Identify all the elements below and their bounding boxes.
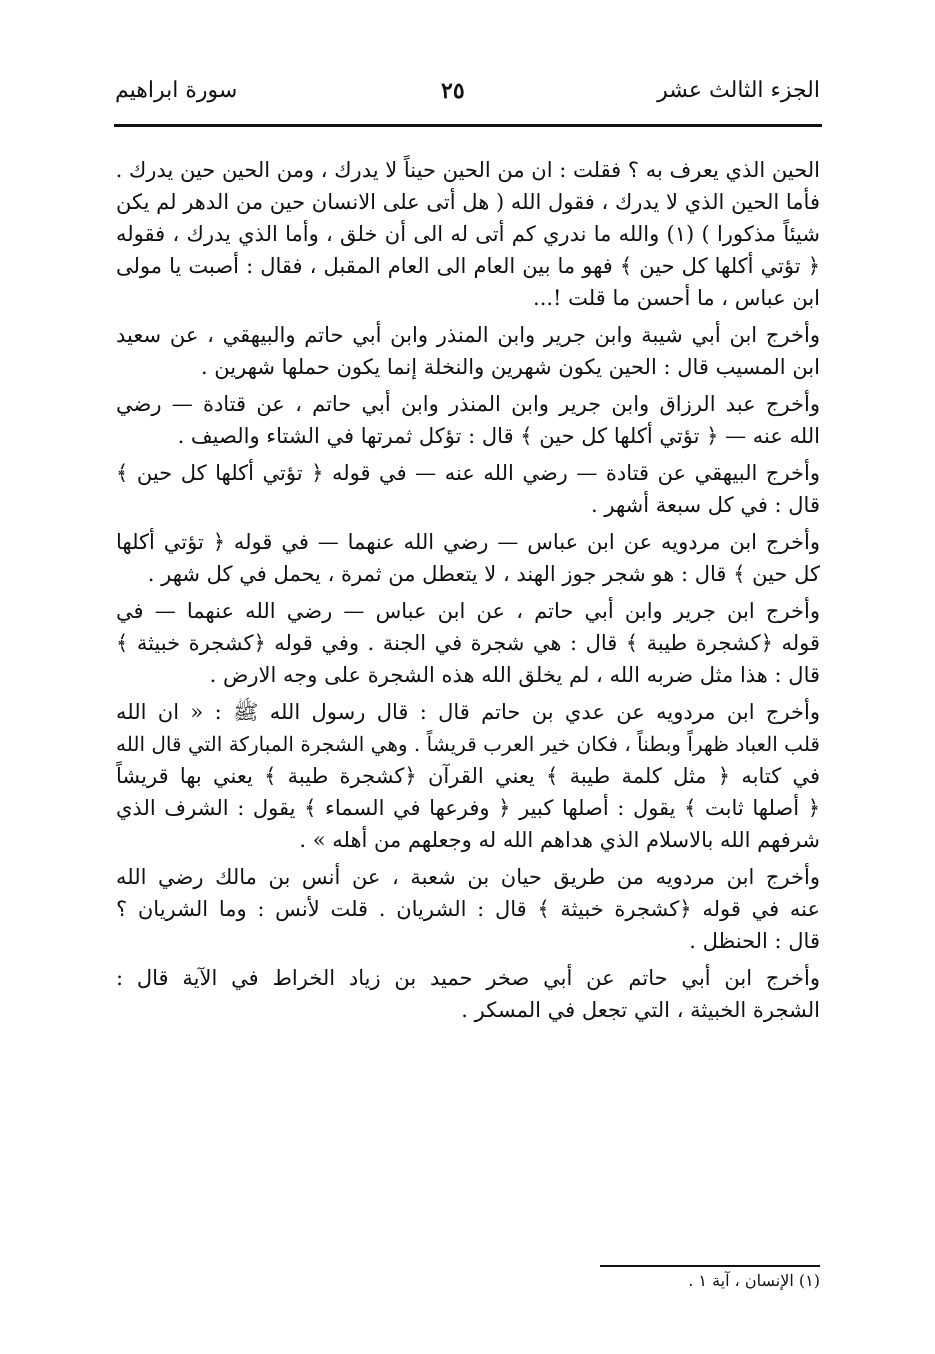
text-line: الله عنه — ﴿ تؤتي أكلها كل حين ﴾ قال : تؤكل ثمرتها في الشتاء والصيف . <box>177 424 820 448</box>
text-line: قال : الحنظل . <box>689 929 820 953</box>
footnote: (١) الإنسان ، آية ١ . <box>688 1271 820 1290</box>
text-line: شرفهم الله بالاسلام الذي هداهم الله له وجعلهم من أهله » . <box>299 828 820 852</box>
text-line: قال : هذا مثل ضربه الله ، لم يخلق الله هذه الشجرة على وجه الارض . <box>209 663 820 687</box>
text-line: وأخرج ابن مردويه عن ابن عباس — رضي الله عنهما — في قوله ﴿ تؤتي أكلها <box>116 530 820 554</box>
text-line: الشجرة الخبيثة ، التي تجعل في المسكر . <box>461 998 820 1022</box>
paragraph <box>116 319 820 383</box>
text-line: قال : في كل سبعة أشهر . <box>591 493 820 517</box>
paragraph <box>116 388 820 452</box>
text-line: في كتابه ﴿ مثل كلمة طيبة ﴾ يعني القرآن ﴿كشجرة طيبة ﴾ يعني بها قريشاً <box>116 764 820 788</box>
text-line: قلب العباد ظهراً وبطناً ، فكان خير العرب قريشاً . وهي الشجرة المباركة التي قال الله <box>116 732 820 756</box>
text-line: ابن المسيب قال : الحين يكون شهرين والنخلة إنما يكون حملها شهرين . <box>200 355 820 379</box>
paragraph <box>116 457 820 521</box>
text-line: وأخرج ابن مردويه من طريق حيان بن شعبة ، عن أنس بن مالك رضي الله <box>116 865 820 889</box>
paragraph <box>116 154 820 314</box>
footnote-divider <box>600 1265 820 1267</box>
paragraph <box>116 595 820 691</box>
header-divider <box>114 124 822 127</box>
paragraph <box>116 962 820 1026</box>
text-line: عنه في قوله ﴿كشجرة خبيثة ﴾ قال : الشريان . قلت لأنس : وما الشريان ؟ <box>116 897 820 921</box>
text-line: ﴿ تؤتي أكلها كل حين ﴾ فهو ما بين العام الى العام المقبل ، فقال : أصبت يا مولى <box>116 254 820 278</box>
text-line: وأخرج عبد الرزاق وابن جرير وابن المنذر وابن أبي حاتم ، عن قتادة — رضي <box>116 392 820 416</box>
paragraph <box>116 861 820 957</box>
text-line: فأما الحين الذي لا يدرك ، فقول الله ( هل أتى على الانسان حين من الدهر لم يكن <box>116 190 820 214</box>
text-line: قوله ﴿كشجرة طيبة ﴾ قال : هي شجرة في الجنة . وفي قوله ﴿كشجرة خبيثة ﴾ <box>116 631 820 655</box>
running-header <box>115 70 820 120</box>
surah-title: سورة ابراهيم <box>115 78 238 103</box>
part-title: الجزء الثالث عشر <box>657 78 820 103</box>
text-line: كل حين ﴾ قال : هو شجر جوز الهند ، لا يتعطل من ثمرة ، يحمل في كل شهر . <box>147 562 820 586</box>
text-line: وأخرج ابن جرير وابن أبي حاتم ، عن ابن عباس — رضي الله عنهما — في <box>116 599 820 623</box>
text-line: شيئاً مذكورا ) (١) والله ما ندري كم أتى له الى أن خلق ، وأما الذي يدرك ، فقوله <box>116 222 820 246</box>
text-line: الحين الذي يعرف به ؟ فقلت : ان من الحين حيناً لا يدرك ، ومن الحين حين يدرك . <box>116 158 820 182</box>
text-line: وأخرج ابن مردويه عن عدي بن حاتم قال : قال رسول الله ﷺ : « ان الله <box>116 700 820 724</box>
paragraph <box>116 696 820 856</box>
text-line: وأخرج البيهقي عن قتادة — رضي الله عنه — في قوله ﴿ تؤتي أكلها كل حين ﴾ <box>116 461 820 485</box>
text-line: وأخرج ابن أبي شيبة وابن جرير وابن المنذر وابن أبي حاتم والبيهقي ، عن سعيد <box>116 323 820 347</box>
text-line: ﴿ أصلها ثابت ﴾ يقول : أصلها كبير ﴿ وفرعها في السماء ﴾ يقول : الشرف الذي <box>116 796 820 820</box>
text-line: وأخرج ابن أبي حاتم عن أبي صخر حميد بن زياد الخراط في الآية قال : <box>116 966 820 990</box>
paragraph <box>116 526 820 590</box>
page-number: ٢٥ <box>441 78 465 104</box>
body-text <box>116 154 820 1031</box>
text-line: ابن عباس ، ما أحسن ما قلت !... <box>533 286 820 310</box>
